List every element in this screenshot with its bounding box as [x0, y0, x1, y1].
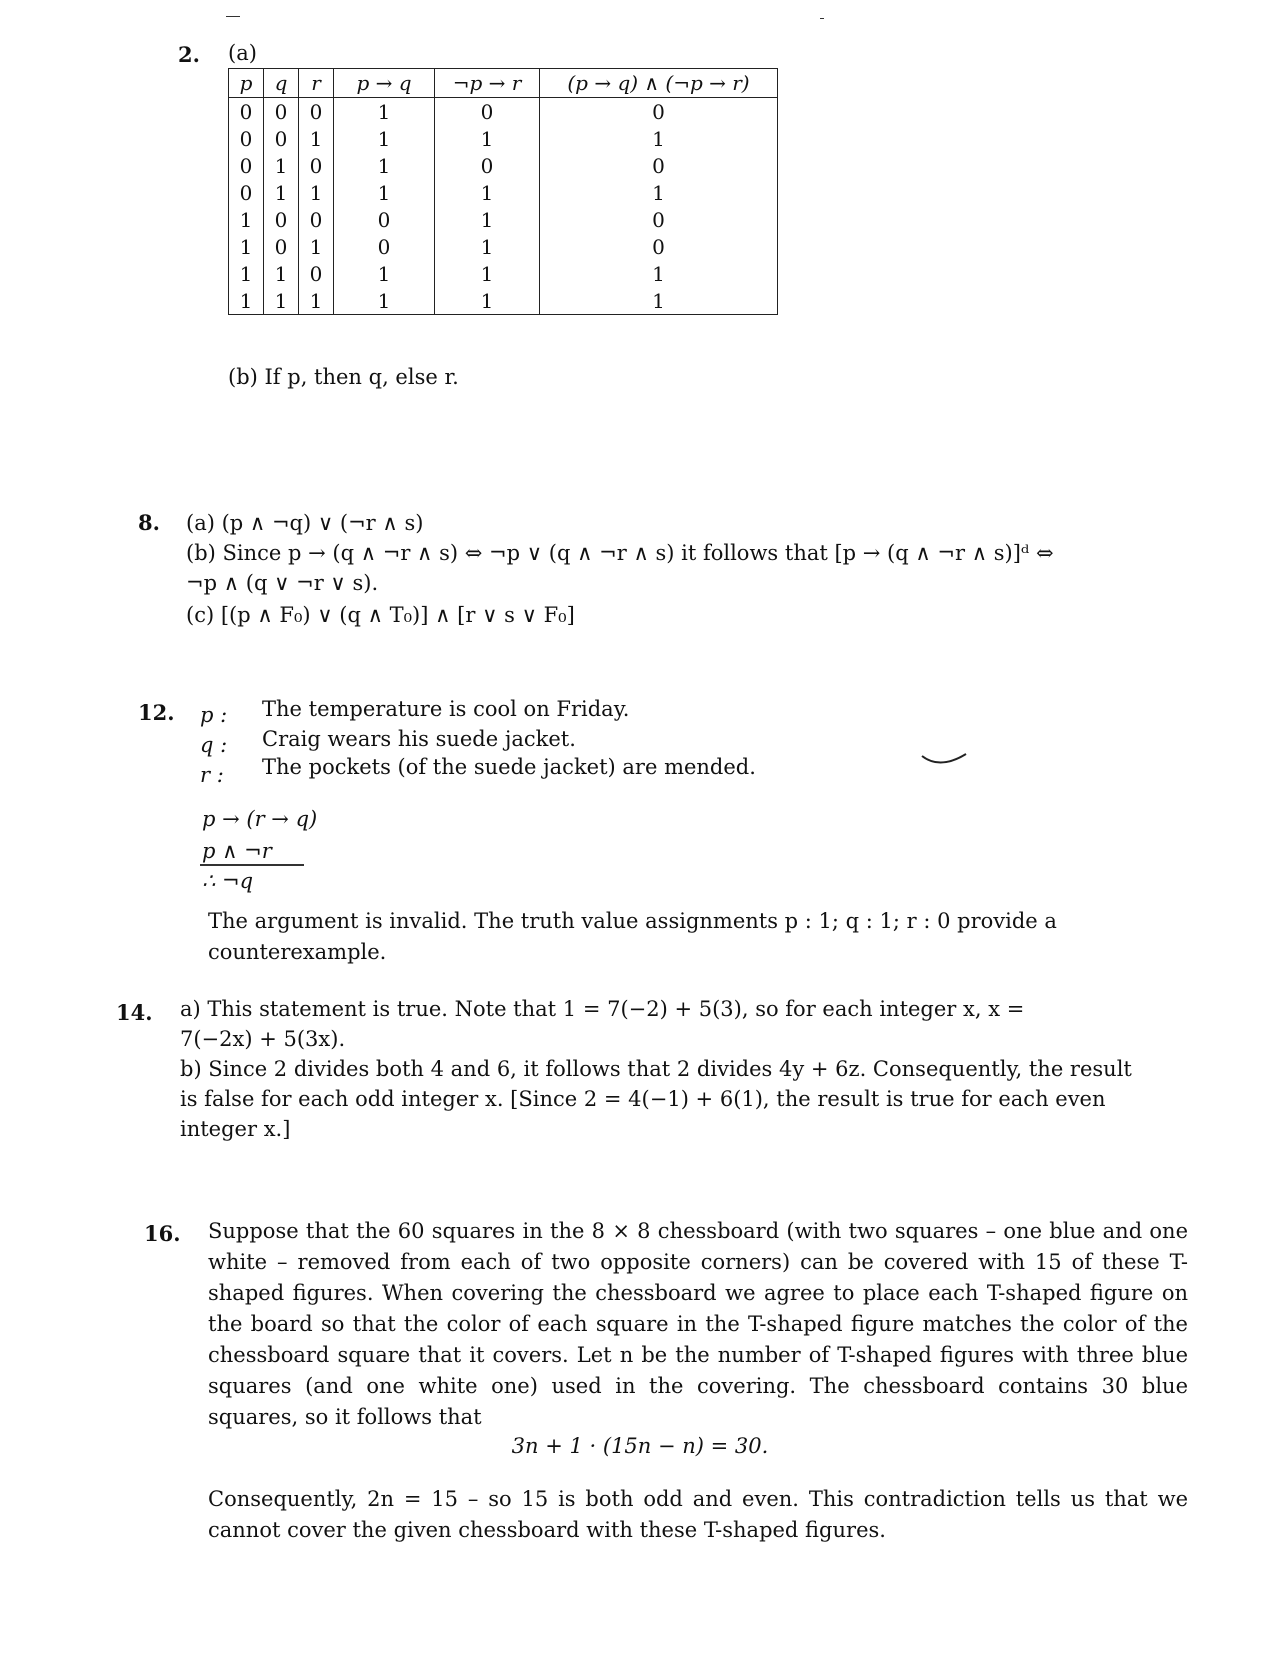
table-cell: 1 — [299, 125, 334, 152]
table-cell: 1 — [435, 206, 540, 233]
table-cell: 0 — [435, 152, 540, 179]
table-cell: 1 — [264, 260, 299, 287]
table-cell: 0 — [264, 125, 299, 152]
table-cell: 1 — [299, 233, 334, 260]
problem-number: 14. — [116, 1000, 153, 1025]
table-cell: 0 — [299, 206, 334, 233]
table-cell: 0 — [264, 233, 299, 260]
definition-var: r : — [200, 763, 224, 787]
handwritten-check-mark — [920, 750, 970, 774]
part-b-text: (b) Since p → (q ∧ ¬r ∧ s) ⇔ ¬p ∨ (q ∧ ¬r ∧ s) it follows that [p → (q ∧ ¬r ∧ s)]ᵈ ⇔ — [186, 541, 1054, 565]
part-b-text-cont: is false for each odd integer x. [Since 2 = 4(−1) + 6(1), the result is true for each even — [180, 1087, 1106, 1111]
problem-number: 12. — [138, 700, 175, 725]
table-cell: 1 — [264, 179, 299, 206]
answer-text-cont: counterexample. — [208, 940, 387, 964]
part-a-text-cont: 7(−2x) + 5(3x). — [180, 1027, 346, 1051]
table-cell: 0 — [299, 98, 334, 126]
table-cell: 1 — [540, 179, 778, 206]
answer-text: The argument is invalid. The truth value assignments p : 1; q : 1; r : 0 provide a — [208, 909, 1057, 933]
table-row — [229, 260, 778, 287]
table-cell: 1 — [229, 233, 264, 260]
table-cell: 1 — [334, 287, 435, 315]
column-header: r — [299, 69, 334, 98]
table-cell: 0 — [264, 206, 299, 233]
definition-var: p : — [200, 703, 228, 727]
definition-text: The pockets (of the suede jacket) are mended. — [262, 755, 756, 779]
table-cell: 1 — [540, 125, 778, 152]
table-cell: 1 — [435, 179, 540, 206]
table-row — [229, 206, 778, 233]
problem-number: 16. — [144, 1221, 181, 1246]
part-a-text: a) This statement is true. Note that 1 = 7(−2) + 5(3), so for each integer x, x = — [180, 997, 1025, 1021]
table-cell: 1 — [435, 260, 540, 287]
scan-mark — [226, 16, 240, 17]
part-c-text: (c) [(p ∧ F₀) ∨ (q ∧ T₀)] ∧ [r ∨ s ∨ F₀] — [186, 603, 575, 627]
table-row — [229, 98, 778, 126]
part-b-text-cont: integer x.] — [180, 1117, 291, 1141]
table-cell: 1 — [334, 98, 435, 126]
table-cell: 1 — [540, 287, 778, 315]
definition-text: Craig wears his suede jacket. — [262, 727, 576, 751]
table-cell: 1 — [229, 287, 264, 315]
table-cell: 0 — [229, 152, 264, 179]
table-cell: 1 — [334, 260, 435, 287]
table-cell: 1 — [540, 260, 778, 287]
table-row — [229, 152, 778, 179]
table-row — [229, 233, 778, 260]
column-header: (p → q) ∧ (¬p → r) — [540, 69, 778, 98]
table-cell: 0 — [299, 152, 334, 179]
column-header: q — [264, 69, 299, 98]
table-cell: 0 — [334, 206, 435, 233]
premise: p ∧ ¬r — [202, 839, 272, 863]
truth-table — [228, 68, 778, 315]
problem-number: 8. — [138, 510, 160, 535]
table-header-row — [229, 69, 778, 98]
table-cell: 0 — [435, 98, 540, 126]
table-cell: 1 — [334, 152, 435, 179]
table-cell: 0 — [229, 179, 264, 206]
column-header: p — [229, 69, 264, 98]
table-cell: 1 — [334, 125, 435, 152]
definition-text: The temperature is cool on Friday. — [262, 697, 630, 721]
part-a-label: (a) — [228, 41, 257, 65]
table-row — [229, 125, 778, 152]
definition-var: q : — [200, 733, 228, 757]
table-row — [229, 287, 778, 315]
premise: p → (r → q) — [202, 807, 318, 831]
table-cell: 1 — [229, 260, 264, 287]
truth-table-body — [229, 98, 778, 315]
table-cell: 1 — [264, 287, 299, 315]
table-row — [229, 179, 778, 206]
solution-paragraph: Suppose that the 60 squares in the 8 × 8 chessboard (with two squares – one blue and one white – removed from each of two opposite corners) can be covered with 15 of these T-shaped figures. When covering the chessboard we agree to place each T-shaped figure on the board so that the color of each square in the T-shaped figure matches the color of the chessboard square that it covers. Let n be the number of T-shaped figures with three blue squares (and one white one) used in the covering. The chessboard contains 30 blue squares, so it follows that — [208, 1219, 1188, 1429]
column-header: p → q — [334, 69, 435, 98]
equation: 3n + 1 · (15n − n) = 30. — [511, 1434, 769, 1458]
closing-paragraph: Consequently, 2n = 15 – so 15 is both odd and even. This contradiction tells us that we cannot cover the given chessboard with these T-shaped figures. — [208, 1487, 1188, 1542]
problem-number: 2. — [178, 42, 200, 67]
table-cell: 1 — [299, 179, 334, 206]
conclusion: ∴ ¬q — [202, 869, 254, 893]
part-a-text: (a) (p ∧ ¬q) ∨ (¬r ∧ s) — [186, 511, 424, 535]
table-cell: 0 — [264, 98, 299, 126]
table-cell: 1 — [299, 287, 334, 315]
part-b-text: (b) If p, then q, else r. — [228, 365, 459, 389]
part-b-text-cont: ¬p ∧ (q ∨ ¬r ∨ s). — [186, 571, 379, 595]
table-cell: 1 — [435, 125, 540, 152]
table-cell: 1 — [435, 287, 540, 315]
table-cell: 0 — [299, 260, 334, 287]
table-cell: 0 — [229, 98, 264, 126]
table-cell: 0 — [229, 125, 264, 152]
table-cell: 0 — [540, 206, 778, 233]
table-cell: 1 — [334, 179, 435, 206]
table-cell: 0 — [540, 233, 778, 260]
table-cell: 1 — [229, 206, 264, 233]
scan-mark — [820, 18, 824, 19]
table-cell: 0 — [540, 98, 778, 126]
table-cell: 0 — [540, 152, 778, 179]
table-cell: 0 — [334, 233, 435, 260]
part-b-text: b) Since 2 divides both 4 and 6, it follows that 2 divides 4y + 6z. Consequently, the result — [180, 1057, 1132, 1081]
table-cell: 1 — [264, 152, 299, 179]
column-header: ¬p → r — [435, 69, 540, 98]
table-cell: 1 — [435, 233, 540, 260]
